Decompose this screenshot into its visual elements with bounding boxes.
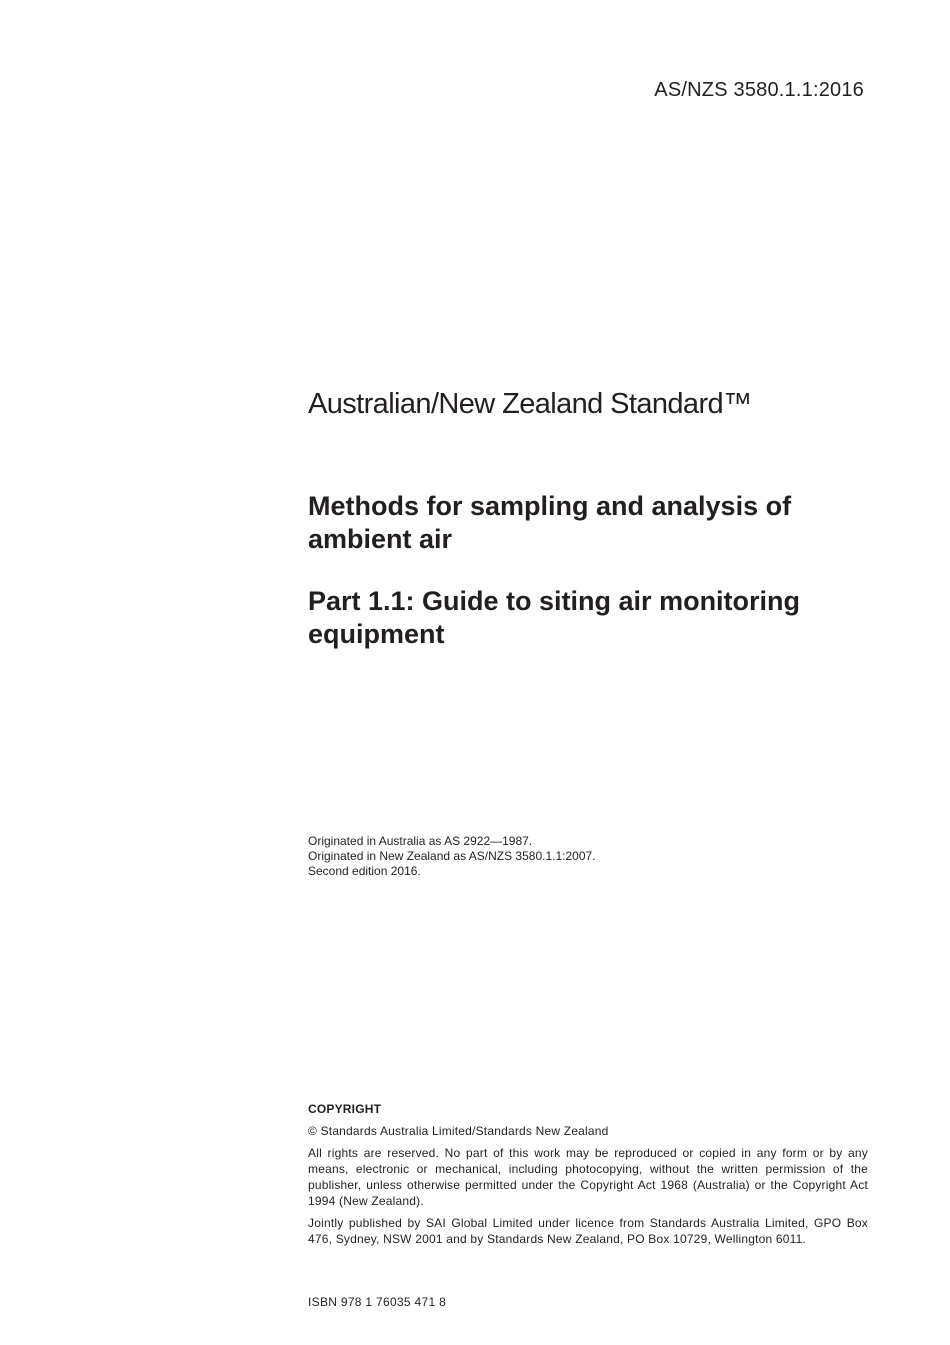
origin-note-new-zealand: Originated in New Zealand as AS/NZS 3580.1.1:2007.: [308, 849, 596, 863]
isbn: ISBN 978 1 76035 471 8: [308, 1295, 447, 1309]
copyright-section: [308, 1101, 868, 1253]
standard-type-heading: Australian/New Zealand Standard™: [308, 388, 752, 420]
origin-note-australia: Originated in Australia as AS 2922—1987.: [308, 834, 533, 848]
origin-notes: [308, 834, 596, 879]
copyright-rights: All rights are reserved. No part of this work may be reproduced or copied in any form or by any means, electronic or mechanical, including photocopying, without the written permission of the publisher, unless otherwise permitted under the Copyright Act 1968 (Australia) or the Copyright Act 1994 (New Zealand).: [308, 1146, 868, 1208]
copyright-holder: © Standards Australia Limited/Standards New Zealand: [308, 1124, 609, 1138]
document-number: AS/NZS 3580.1.1:2016: [654, 79, 864, 101]
document-title: Methods for sampling and analysis of ambient air: [308, 491, 792, 554]
part-title: Part 1.1: Guide to siting air monitoring equipment: [308, 586, 801, 649]
copyright-heading: COPYRIGHT: [308, 1102, 382, 1116]
edition-note: Second edition 2016.: [308, 864, 421, 878]
copyright-publisher: Jointly published by SAI Global Limited under licence from Standards Australia Limited, GPO Box 476, Sydney, NSW 2001 and by Standards New Zealand, PO Box 10729, Wellington 6011.: [308, 1216, 868, 1246]
